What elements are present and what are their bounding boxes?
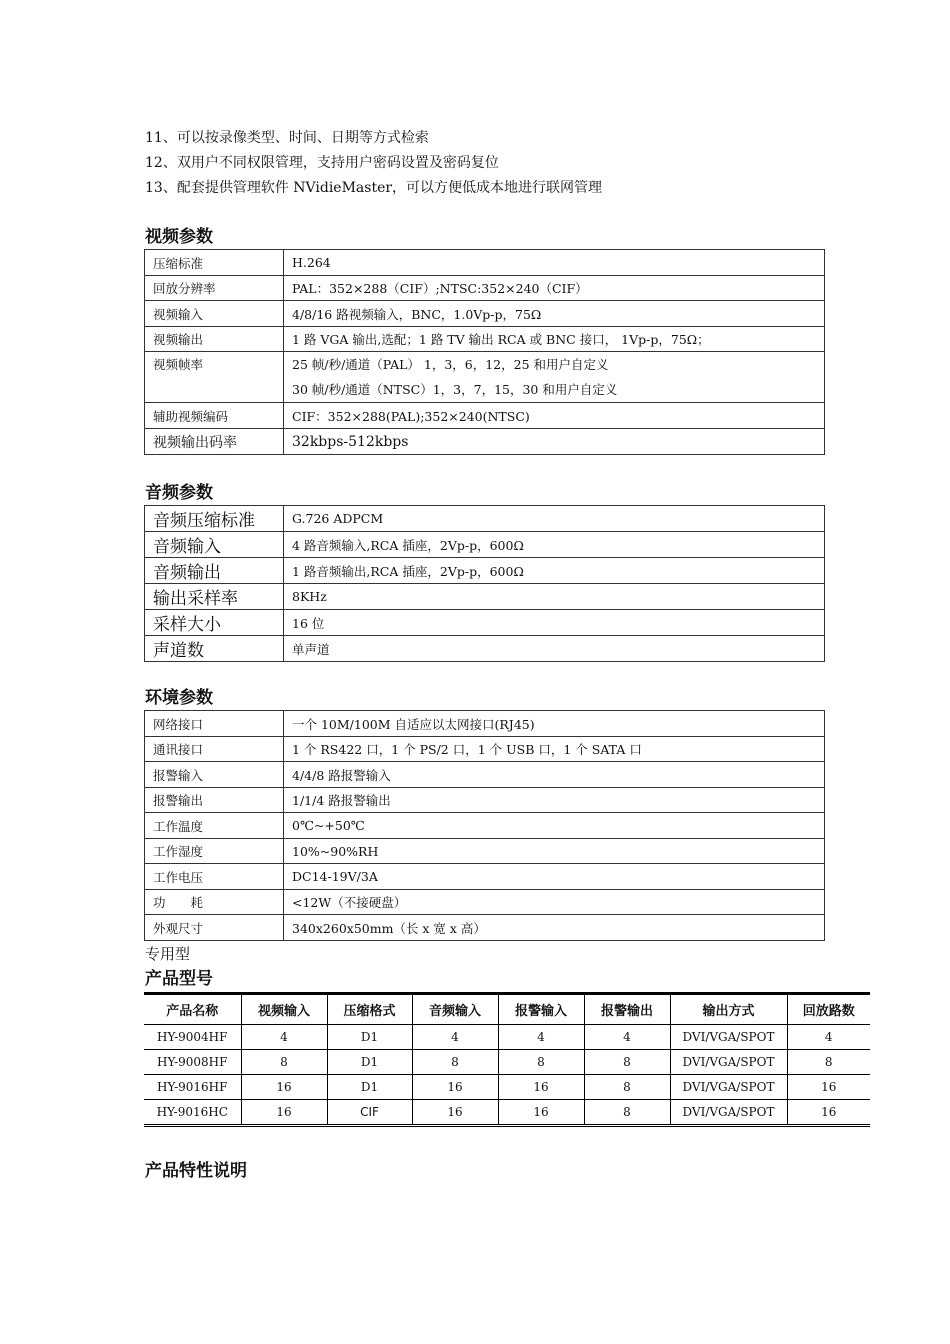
table-cell: 16 [787,1075,870,1100]
feature-item-11: 11、可以按录像类型、时间、日期等方式检索 [145,130,429,146]
table-row [145,813,825,839]
table-row [145,352,825,403]
table-cell: 4 [241,1025,327,1050]
param-key: 工作电压 [145,864,284,890]
param-key: 压缩标准 [145,250,284,276]
param-key: 外观尺寸 [145,915,284,941]
table-cell: 8 [584,1050,670,1075]
table-cell: 8 [498,1050,584,1075]
param-value: 1 路音频输出,RCA 插座，2Vp-p，600Ω [284,558,825,584]
table-cell: 4 [584,1025,670,1050]
param-value: 4/4/8 路报警输入 [284,762,825,788]
table-cell: 8 [787,1050,870,1075]
param-value: 10%~90%RH [284,839,825,864]
table-cell: 4 [787,1025,870,1050]
feature-item-13: 13、配套提供管理软件 NVidieMaster，可以方便低成本地进行联网管理 [145,180,603,196]
table-header-row [144,994,870,1025]
table-row [144,1050,870,1075]
param-key: 声道数 [145,636,284,662]
product-section-title: 产品型号 [145,969,213,989]
table-cell: HY-9016HF [144,1075,241,1100]
table-cell: D1 [327,1050,412,1075]
table-row [145,506,825,532]
table-row [145,636,825,662]
column-header: 视频输入 [241,994,327,1025]
param-key: 采样大小 [145,610,284,636]
table-row [145,711,825,737]
param-value: DC14-19V/3A [284,864,825,890]
param-value: G.726 ADPCM [284,506,825,532]
param-key: 视频输出 [145,327,284,352]
param-key: 报警输入 [145,762,284,788]
table-row [145,584,825,610]
table-cell: 8 [584,1075,670,1100]
video-params-table [144,249,825,455]
table-cell: 4 [498,1025,584,1050]
param-key: 辅助视频编码 [145,403,284,429]
param-value: 4/8/16 路视频输入，BNC，1.0Vp-p，75Ω [284,301,825,327]
column-header: 产品名称 [144,994,241,1025]
param-value: 8KHz [284,584,825,610]
param-key: 视频帧率 [145,352,284,403]
param-key: 视频输出码率 [145,429,284,455]
param-value: 32kbps-512kbps [284,429,825,455]
table-row [145,737,825,762]
param-value: 1 个 RS422 口，1 个 PS/2 口，1 个 USB 口，1 个 SATA 口 [284,737,825,762]
table-cell: 16 [498,1100,584,1126]
table-row [145,276,825,301]
param-value: 单声道 [284,636,825,662]
table-cell: HY-9016HC [144,1100,241,1126]
column-header: 输出方式 [670,994,787,1025]
table-row [145,327,825,352]
table-cell: 8 [584,1100,670,1126]
audio-params-table [144,505,825,662]
param-value: 340x260x50mm（长 x 宽 x 高） [284,915,825,941]
param-value-line: 25 帧/秒/通道（PAL） 1，3，6，12，25 和用户自定义 [292,357,609,372]
column-header: 回放路数 [787,994,870,1025]
table-row [145,915,825,941]
table-cell: DVI/VGA/SPOT [670,1075,787,1100]
table-cell: HY-9004HF [144,1025,241,1050]
special-type-label: 专用型 [145,945,191,963]
table-row [145,532,825,558]
param-value: 1 路 VGA 输出,选配；1 路 TV 输出 RCA 或 BNC 接口， 1Vp-p，75Ω； [284,327,825,352]
table-row [144,1075,870,1100]
table-row [144,1100,870,1126]
table-row [145,403,825,429]
table-cell: DVI/VGA/SPOT [670,1100,787,1126]
table-row [145,890,825,915]
param-value: <12W（不接硬盘） [284,890,825,915]
table-cell: 16 [412,1100,498,1126]
table-row [145,250,825,276]
table-cell: 16 [241,1075,327,1100]
table-cell: 16 [412,1075,498,1100]
table-cell: 16 [787,1100,870,1126]
column-header: 报警输出 [584,994,670,1025]
table-cell: CIF [327,1100,412,1126]
table-cell: DVI/VGA/SPOT [670,1025,787,1050]
column-header: 压缩格式 [327,994,412,1025]
param-key: 音频压缩标准 [145,506,284,532]
param-value [284,352,825,403]
param-value: CIF：352×288(PAL);352×240(NTSC) [284,403,825,429]
table-cell: D1 [327,1075,412,1100]
table-row [144,1025,870,1050]
table-cell: D1 [327,1025,412,1050]
param-key: 音频输入 [145,532,284,558]
param-key: 工作温度 [145,813,284,839]
param-key: 输出采样率 [145,584,284,610]
table-row [145,610,825,636]
column-header: 音频输入 [412,994,498,1025]
param-value: 16 位 [284,610,825,636]
video-section-title: 视频参数 [145,227,213,247]
table-cell: 8 [241,1050,327,1075]
table-cell: DVI/VGA/SPOT [670,1050,787,1075]
table-cell: HY-9008HF [144,1050,241,1075]
env-section-title: 环境参数 [145,688,213,708]
param-key: 功 耗 [145,890,284,915]
table-cell: 4 [412,1025,498,1050]
param-value: 0℃~+50℃ [284,813,825,839]
table-row [145,788,825,813]
table-row [145,839,825,864]
param-key: 网络接口 [145,711,284,737]
param-key: 视频输入 [145,301,284,327]
param-key: 通讯接口 [145,737,284,762]
param-value: 1/1/4 路报警输出 [284,788,825,813]
param-value-line: 30 帧/秒/通道（NTSC）1，3，7，15，30 和用户自定义 [292,382,618,397]
table-row [145,558,825,584]
param-value: H.264 [284,250,825,276]
param-key: 报警输出 [145,788,284,813]
param-key: 回放分辨率 [145,276,284,301]
feature-item-12: 12、双用户不同权限管理，支持用户密码设置及密码复位 [145,155,499,171]
product-features-heading: 产品特性说明 [145,1161,247,1181]
table-row [145,429,825,455]
param-value: 4 路音频输入,RCA 插座，2Vp-p，600Ω [284,532,825,558]
table-row [145,762,825,788]
table-row [145,864,825,890]
param-key: 工作湿度 [145,839,284,864]
table-row [145,301,825,327]
table-cell: 8 [412,1050,498,1075]
param-value: PAL：352×288（CIF）;NTSC:352×240（CIF） [284,276,825,301]
product-model-table [144,992,870,1127]
column-header: 报警输入 [498,994,584,1025]
table-cell: 16 [241,1100,327,1126]
env-params-table [144,710,825,941]
audio-section-title: 音频参数 [145,483,213,503]
table-cell: 16 [498,1075,584,1100]
param-key: 音频输出 [145,558,284,584]
param-value: 一个 10M/100M 自适应以太网接口(RJ45) [284,711,825,737]
